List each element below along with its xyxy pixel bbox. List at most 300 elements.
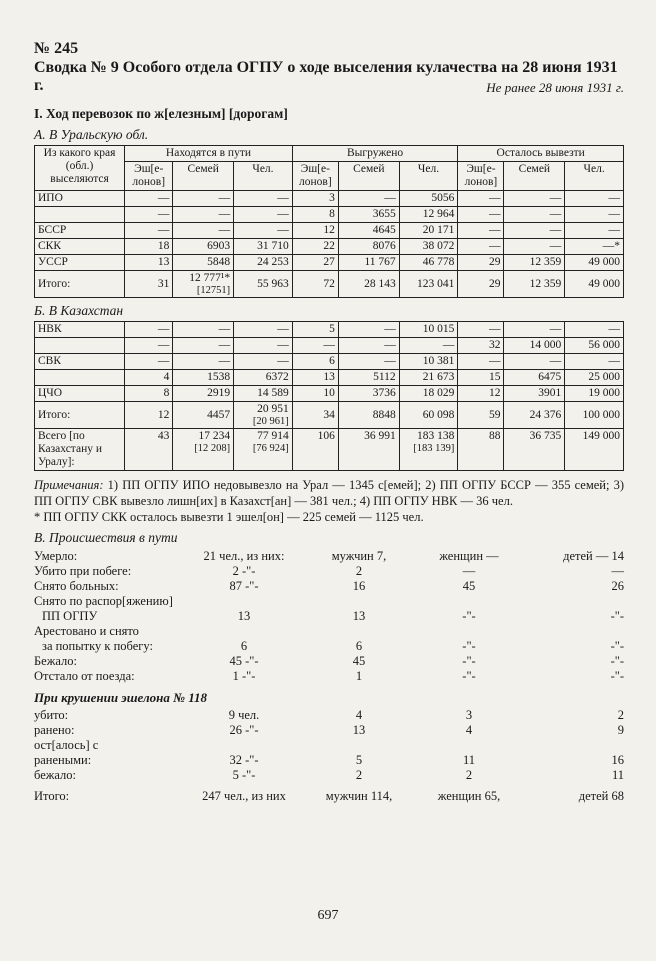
table-cell bbox=[173, 271, 234, 298]
incident-cell: 1 bbox=[355, 669, 363, 683]
incident-cell: -"- bbox=[462, 639, 476, 653]
cell-value: — bbox=[608, 192, 620, 204]
cell-value: 56 000 bbox=[588, 339, 620, 351]
cell-value: 22 bbox=[323, 240, 335, 252]
cell-value: 29 bbox=[488, 256, 501, 268]
cell-value: 17 234 bbox=[198, 430, 231, 442]
ural-subtitle: А. В Уральскую обл. bbox=[34, 127, 149, 142]
table-cell bbox=[292, 429, 338, 471]
incident-cell: -"- bbox=[462, 609, 476, 623]
row-label: СВК bbox=[35, 354, 125, 370]
incident-cell: убито: bbox=[34, 708, 69, 722]
cell-value: 38 072 bbox=[422, 240, 455, 252]
cell-value: 18 bbox=[157, 240, 170, 252]
cell-value: 55 963 bbox=[257, 277, 289, 290]
table-cell bbox=[338, 271, 399, 298]
cell-value: — bbox=[608, 224, 620, 236]
incident-cell: 5 bbox=[355, 753, 363, 767]
cell-value: 14 000 bbox=[529, 339, 562, 351]
table-cell bbox=[234, 191, 293, 207]
table-row bbox=[35, 402, 624, 429]
table-row bbox=[35, 255, 624, 271]
table-cell bbox=[565, 370, 624, 386]
col-echelons: Эш[е-лонов] bbox=[125, 162, 173, 191]
col-families: Семей bbox=[173, 162, 234, 191]
col-people: Чел. bbox=[565, 162, 624, 191]
table-cell bbox=[125, 191, 173, 207]
table-cell bbox=[125, 354, 173, 370]
cell-value: 20 171 bbox=[422, 224, 455, 236]
table-cell bbox=[458, 338, 504, 354]
cell-value: 13 bbox=[157, 256, 170, 268]
row-label: ИПО bbox=[35, 191, 125, 207]
table-cell bbox=[292, 338, 338, 354]
cell-value: — bbox=[218, 339, 231, 351]
cell-value: — bbox=[488, 192, 501, 204]
cell-value: 32 bbox=[488, 339, 501, 351]
cell-value: 12 964 bbox=[422, 208, 455, 220]
notes bbox=[34, 477, 624, 525]
table-cell bbox=[234, 386, 293, 402]
incident-row bbox=[34, 609, 624, 624]
cell-value: — bbox=[277, 208, 289, 220]
table-cell bbox=[399, 322, 458, 338]
incident-cell bbox=[184, 738, 304, 753]
table-cell bbox=[234, 223, 293, 239]
incident-cell: 87 -"- bbox=[229, 579, 259, 593]
incident-row bbox=[34, 738, 624, 753]
cell-value: — bbox=[157, 224, 170, 236]
table-cell bbox=[458, 370, 504, 386]
cell-value: — bbox=[218, 224, 231, 236]
incident-cell: 16 bbox=[611, 753, 624, 767]
table-cell bbox=[504, 338, 565, 354]
cell-value: 21 673 bbox=[422, 371, 455, 383]
cell-value: — bbox=[218, 355, 231, 367]
incident-cell: 6 bbox=[355, 639, 363, 653]
cell-value: 43 bbox=[157, 430, 170, 442]
col-people: Чел. bbox=[234, 162, 293, 191]
table-cell bbox=[173, 191, 234, 207]
table-cell bbox=[292, 271, 338, 298]
cell-value: — bbox=[384, 192, 396, 204]
cell-value: — bbox=[488, 323, 501, 335]
cell-value: 149 000 bbox=[582, 430, 620, 442]
table-cell bbox=[399, 207, 458, 223]
cell-value: 36 991 bbox=[364, 430, 396, 442]
incident-row bbox=[34, 594, 624, 609]
col-unloaded-header: Выгружено bbox=[292, 146, 458, 162]
incident-cell bbox=[304, 594, 414, 609]
incident-cell: ранеными: bbox=[34, 753, 92, 767]
incident-cell: 13 bbox=[352, 723, 366, 737]
notes-label: Примечания: bbox=[34, 478, 104, 492]
cell-value: 12 bbox=[488, 387, 501, 399]
table-cell bbox=[504, 354, 565, 370]
col-echelons: Эш[е-лонов] bbox=[458, 162, 504, 191]
table-cell bbox=[292, 370, 338, 386]
total-row bbox=[35, 429, 624, 471]
incident-cell: 13 bbox=[352, 609, 366, 623]
cell-value: 12 359 bbox=[529, 277, 562, 290]
table-cell bbox=[292, 386, 338, 402]
incident-cell: 5 -"- bbox=[232, 768, 256, 782]
cell-value: 25 000 bbox=[588, 371, 620, 383]
incident-cell bbox=[524, 624, 624, 639]
incident-row bbox=[34, 708, 624, 723]
table-cell bbox=[173, 207, 234, 223]
incident-row bbox=[34, 624, 624, 639]
table-cell bbox=[399, 223, 458, 239]
table-cell bbox=[399, 338, 458, 354]
table-row bbox=[35, 386, 624, 402]
incident-cell: 9 bbox=[617, 723, 624, 737]
incident-total-row bbox=[34, 789, 624, 804]
incident-cell bbox=[414, 594, 524, 609]
table-cell bbox=[173, 354, 234, 370]
col-families: Семей bbox=[504, 162, 565, 191]
incident-cell: 45 bbox=[462, 579, 476, 593]
table-cell bbox=[399, 255, 458, 271]
cell-value: 18 029 bbox=[422, 387, 455, 399]
incident-row bbox=[34, 768, 624, 783]
incident-cell: 11 bbox=[462, 753, 476, 767]
incident-cell: 1 -"- bbox=[232, 669, 256, 683]
cell-value: — bbox=[277, 224, 289, 236]
table-cell bbox=[458, 429, 504, 471]
page-number: 697 bbox=[317, 908, 339, 923]
cell-value: 3901 bbox=[538, 387, 562, 399]
table-row bbox=[35, 271, 624, 298]
incident-cell: Умерло: bbox=[34, 549, 78, 563]
table-cell bbox=[234, 402, 293, 429]
table-cell bbox=[234, 429, 293, 471]
row-label bbox=[35, 338, 125, 354]
incident-cell: мужчин 114, bbox=[325, 789, 393, 803]
cell-value: 12 bbox=[157, 408, 170, 421]
incident-cell bbox=[414, 624, 524, 639]
row-label: Итого: bbox=[35, 402, 125, 429]
incident-cell: Итого: bbox=[34, 789, 70, 803]
incident-cell: 2 bbox=[617, 708, 624, 722]
document-page bbox=[34, 40, 624, 804]
cell-value: — bbox=[157, 208, 170, 220]
table-cell bbox=[458, 322, 504, 338]
table-cell bbox=[458, 271, 504, 298]
incident-cell: -"- bbox=[610, 639, 624, 653]
cell-value: 13 bbox=[323, 371, 335, 383]
table-cell bbox=[173, 255, 234, 271]
cell-value: 10 bbox=[323, 387, 335, 399]
cell-value: — bbox=[488, 355, 501, 367]
cell-value: 8076 bbox=[372, 240, 396, 252]
incident-cell: 2 bbox=[355, 768, 363, 782]
cell-value: 88 bbox=[488, 430, 501, 442]
cell-value: 3736 bbox=[372, 387, 396, 399]
cell-value: 28 143 bbox=[364, 277, 396, 290]
table-cell bbox=[565, 354, 624, 370]
incident-cell: женщин — bbox=[439, 549, 499, 563]
table-cell bbox=[565, 429, 624, 471]
cell-value: 5056 bbox=[431, 192, 455, 204]
incident-cell: 32 -"- bbox=[229, 753, 259, 767]
cell-value: 8848 bbox=[372, 408, 396, 421]
table-cell bbox=[458, 255, 504, 271]
table-cell bbox=[234, 239, 293, 255]
incident-row bbox=[34, 723, 624, 738]
col-remaining-header: Осталось вывезти bbox=[458, 146, 624, 162]
col-from-header: Из какого края (обл.) выселяются bbox=[35, 146, 125, 191]
cell-value: — bbox=[277, 323, 289, 335]
cell-value: — bbox=[488, 224, 501, 236]
table-cell bbox=[565, 207, 624, 223]
table-cell bbox=[504, 271, 565, 298]
incident-cell: 2 bbox=[355, 564, 363, 578]
cell-value: 11 767 bbox=[364, 256, 396, 268]
table-row bbox=[35, 239, 624, 255]
table-cell bbox=[173, 223, 234, 239]
incident-cell: — bbox=[462, 564, 476, 578]
cell-value: 5848 bbox=[207, 256, 231, 268]
incident-cell bbox=[184, 624, 304, 639]
table-cell bbox=[504, 207, 565, 223]
incident-row bbox=[34, 549, 624, 564]
cell-value: 100 000 bbox=[582, 408, 620, 421]
table-cell bbox=[504, 223, 565, 239]
table-cell bbox=[565, 191, 624, 207]
table-cell bbox=[338, 370, 399, 386]
cell-value: — bbox=[277, 192, 289, 204]
table-cell bbox=[292, 207, 338, 223]
cell-value: 2919 bbox=[207, 387, 231, 399]
table-cell bbox=[565, 386, 624, 402]
table-cell bbox=[292, 354, 338, 370]
cell-value: 27 bbox=[323, 256, 335, 268]
cell-value: — bbox=[384, 355, 396, 367]
incident-cell: Убито при побеге: bbox=[34, 564, 132, 578]
incident-cell: женщин 65, bbox=[437, 789, 501, 803]
incident-row bbox=[34, 669, 624, 684]
cell-value: — bbox=[323, 339, 335, 351]
incident-cell: 4 bbox=[355, 708, 363, 722]
col-families: Семей bbox=[338, 162, 399, 191]
cell-value: 36 735 bbox=[529, 430, 562, 442]
incident-cell bbox=[524, 594, 624, 609]
table-cell bbox=[125, 322, 173, 338]
cell-value: 4645 bbox=[372, 224, 396, 236]
row-label: Всего [по Казахстану и Уралу]: bbox=[35, 429, 125, 471]
table-cell bbox=[458, 207, 504, 223]
table-cell bbox=[173, 370, 234, 386]
table-cell bbox=[399, 191, 458, 207]
notes-star: * ПП ОГПУ СКК осталось вывезти 1 эшел[он] — 225 семей — 1125 чел. bbox=[34, 510, 424, 524]
cell-value: 77 914 bbox=[257, 430, 289, 442]
incident-row bbox=[34, 564, 624, 579]
incident-cell: детей 68 bbox=[578, 789, 624, 803]
table-cell bbox=[458, 354, 504, 370]
document-number: № 245 bbox=[34, 40, 79, 57]
cell-value: — bbox=[277, 355, 289, 367]
table-cell bbox=[399, 239, 458, 255]
cell-value: 49 000 bbox=[588, 277, 620, 290]
incident-cell: 45 -"- bbox=[229, 654, 259, 668]
table-cell bbox=[399, 402, 458, 429]
incident-cell: ост[алось] с bbox=[34, 738, 99, 752]
incident-cell bbox=[524, 738, 624, 753]
cell-value: 3655 bbox=[372, 208, 396, 220]
table-cell bbox=[338, 338, 399, 354]
cell-value: — bbox=[549, 355, 562, 367]
table-cell bbox=[173, 322, 234, 338]
document-title: Сводка № 9 Особого отдела ОГПУ о ходе выселения кулачества на 28 июня 1931 г. bbox=[34, 59, 618, 94]
cell-value: 8 bbox=[329, 208, 335, 220]
incidents-block bbox=[34, 549, 624, 804]
cell-value: 14 589 bbox=[257, 387, 289, 399]
table-cell bbox=[173, 386, 234, 402]
table-cell bbox=[565, 223, 624, 239]
table-cell bbox=[125, 402, 173, 429]
incident-cell: 2 bbox=[465, 768, 473, 782]
cell-value: — bbox=[384, 323, 396, 335]
row-label: ЦЧО bbox=[35, 386, 125, 402]
cell-value: — bbox=[157, 323, 170, 335]
incident-cell: за попытку к побегу: bbox=[42, 639, 153, 653]
incident-row bbox=[34, 654, 624, 669]
cell-value: — bbox=[488, 208, 501, 220]
cell-value: 24 253 bbox=[257, 256, 289, 268]
table-cell bbox=[504, 322, 565, 338]
table-cell bbox=[234, 370, 293, 386]
incident-cell: 16 bbox=[352, 579, 366, 593]
table-cell bbox=[458, 402, 504, 429]
incident-cell: Снято по распор[яжению] bbox=[34, 594, 173, 608]
table-cell bbox=[458, 223, 504, 239]
table-cell bbox=[173, 402, 234, 429]
table-cell bbox=[125, 429, 173, 471]
incident-cell: мужчин 7, bbox=[331, 549, 387, 563]
cell-value: — bbox=[549, 224, 562, 236]
cell-value: — bbox=[608, 355, 620, 367]
table-cell bbox=[338, 239, 399, 255]
cell-value: — bbox=[608, 323, 620, 335]
cell-value: — bbox=[549, 323, 562, 335]
table-row bbox=[35, 354, 624, 370]
col-in-transit-header: Находятся в пути bbox=[125, 146, 293, 162]
table-cell bbox=[234, 322, 293, 338]
cell-value: — bbox=[549, 240, 562, 252]
table-cell bbox=[125, 386, 173, 402]
table-cell bbox=[399, 271, 458, 298]
cell-value: — bbox=[218, 323, 231, 335]
table-cell bbox=[504, 402, 565, 429]
incident-cell: 26 -"- bbox=[229, 723, 259, 737]
col-echelons: Эш[е-лонов] bbox=[292, 162, 338, 191]
cell-value: — bbox=[218, 208, 231, 220]
table-cell bbox=[338, 386, 399, 402]
incident-cell: 13 bbox=[237, 609, 251, 623]
table-cell bbox=[292, 239, 338, 255]
cell-value: 12 bbox=[323, 224, 335, 236]
cell-value: 12 359 bbox=[529, 256, 562, 268]
table-cell bbox=[338, 322, 399, 338]
incident-row bbox=[34, 753, 624, 768]
table-cell bbox=[565, 239, 624, 255]
incident-cell: -"- bbox=[610, 654, 624, 668]
row-label: Итого: bbox=[35, 271, 125, 298]
cell-value: 31 710 bbox=[257, 240, 289, 252]
cell-value: —* bbox=[602, 240, 620, 252]
cell-value: 15 bbox=[488, 371, 501, 383]
incident-cell: ПП ОГПУ bbox=[42, 609, 98, 623]
cell-value: 6 bbox=[329, 355, 335, 367]
incident-row bbox=[34, 579, 624, 594]
table-row bbox=[35, 223, 624, 239]
table-cell bbox=[399, 386, 458, 402]
cell-value: 183 138 bbox=[417, 430, 455, 442]
incident-cell: Снято больных: bbox=[34, 579, 119, 593]
table-cell bbox=[338, 191, 399, 207]
table-cell bbox=[338, 207, 399, 223]
cell-value: 59 bbox=[488, 408, 501, 421]
table-cell bbox=[173, 239, 234, 255]
cell-correction: [12751] bbox=[196, 285, 231, 296]
incident-cell: 3 bbox=[465, 708, 473, 722]
cell-value: 5 bbox=[329, 323, 335, 335]
notes-text: 1) ПП ОГПУ ИПО недовывезло на Урал — 1345 с[емей]; 2) ПП ОГПУ БССР — 355 семей; 3) ПП ОГПУ СВК вывезло лишн[их] в Казахст[ан] — 381 чел.; 4) ПП ОГПУ НВК — 36 чел. bbox=[34, 478, 624, 508]
table-cell bbox=[173, 429, 234, 471]
cell-value: 34 bbox=[323, 408, 335, 421]
table-cell bbox=[125, 223, 173, 239]
cell-value: 106 bbox=[317, 430, 335, 442]
kazakhstan-subtitle: Б. В Казахстан bbox=[34, 303, 124, 318]
incident-cell: Арестовано и снято bbox=[34, 624, 139, 638]
table-cell bbox=[504, 429, 565, 471]
incident-cell: Отстало от поезда: bbox=[34, 669, 135, 683]
table-cell bbox=[504, 255, 565, 271]
table-cell bbox=[338, 255, 399, 271]
table-cell bbox=[565, 338, 624, 354]
table-cell bbox=[292, 255, 338, 271]
cell-value: 8 bbox=[163, 387, 170, 399]
table-cell bbox=[292, 402, 338, 429]
incident-cell bbox=[414, 738, 524, 753]
incident-cell: — bbox=[611, 564, 624, 578]
incident-cell: 247 чел., из них bbox=[202, 789, 286, 803]
table-cell bbox=[234, 338, 293, 354]
incident-cell: 21 чел., из них: bbox=[203, 549, 285, 563]
table-cell bbox=[458, 239, 504, 255]
crash-title: При крушении эшелона № 118 bbox=[34, 690, 208, 705]
table-cell bbox=[565, 402, 624, 429]
incident-cell bbox=[184, 594, 304, 609]
cell-value: — bbox=[277, 339, 289, 351]
cell-value: 10 381 bbox=[422, 355, 455, 367]
table-row bbox=[35, 370, 624, 386]
row-label: БССР bbox=[35, 223, 125, 239]
cell-value: 6372 bbox=[265, 371, 289, 383]
table-cell bbox=[234, 354, 293, 370]
table-cell bbox=[125, 370, 173, 386]
table-cell bbox=[125, 239, 173, 255]
table-cell bbox=[338, 223, 399, 239]
cell-value: 24 376 bbox=[529, 408, 562, 421]
table-row bbox=[35, 322, 624, 338]
cell-correction: [183 139] bbox=[413, 443, 455, 454]
cell-value: 60 098 bbox=[422, 408, 455, 421]
table-cell bbox=[458, 386, 504, 402]
cell-value: 72 bbox=[323, 277, 335, 290]
incident-cell bbox=[304, 738, 414, 753]
